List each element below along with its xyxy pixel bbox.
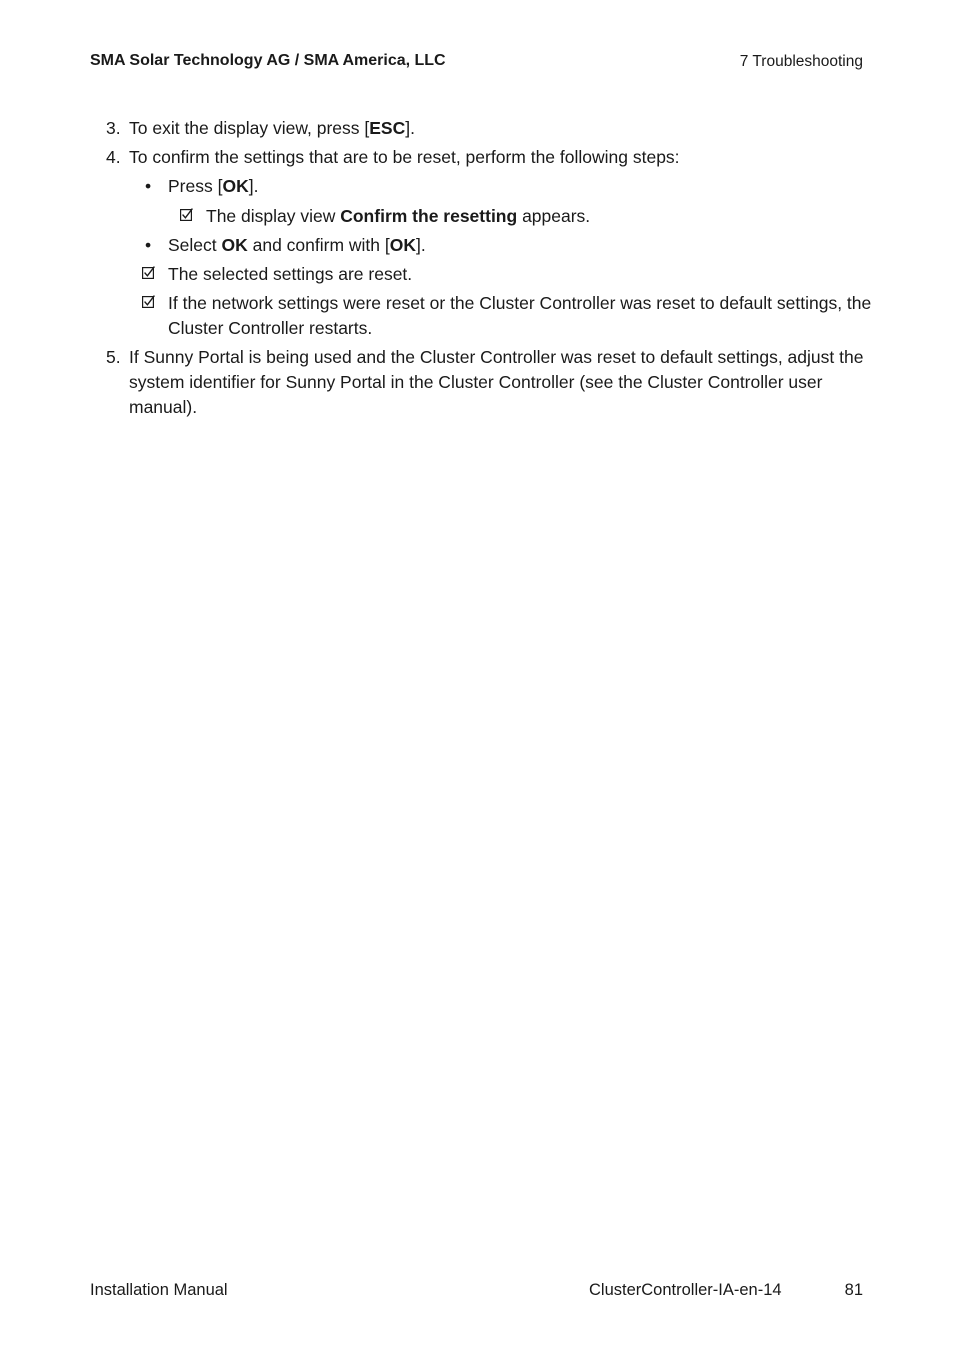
step-5-line-2: system identifier for Sunny Portal in the Cluster Controller (see the Cluster Controller user bbox=[129, 372, 823, 392]
chapter-title: 7 Troubleshooting bbox=[739, 53, 863, 70]
ok-key-label: OK bbox=[389, 235, 416, 255]
bullet-1-marker: • bbox=[145, 176, 152, 196]
step-5-number: 5. bbox=[106, 347, 121, 367]
step-4-number: 4. bbox=[106, 147, 121, 167]
bullet-2-marker: • bbox=[145, 235, 152, 255]
document-code: ClusterController-IA-en-14 bbox=[589, 1281, 782, 1299]
step-3-number: 3. bbox=[106, 118, 121, 138]
page-number: 81 bbox=[844, 1281, 863, 1299]
confirm-resetting-view-name: Confirm the resetting bbox=[340, 206, 518, 226]
step-5-line-3: manual). bbox=[129, 397, 198, 417]
page-header bbox=[90, 52, 863, 74]
checked-box-icon bbox=[180, 208, 193, 221]
checked-box-icon bbox=[142, 295, 155, 308]
manual-type: Installation Manual bbox=[90, 1281, 228, 1299]
checked-box-icon bbox=[142, 266, 155, 279]
page-footer bbox=[90, 1281, 863, 1303]
result-1-text: The display view Confirm the resetting appears. bbox=[206, 206, 591, 226]
step-5-line-1: If Sunny Portal is being used and the Cluster Controller was reset to default settings, adjust the bbox=[129, 347, 864, 367]
esc-key-label: ESC bbox=[369, 118, 406, 138]
ok-option-label: OK bbox=[221, 235, 248, 255]
ok-key-label: OK bbox=[222, 176, 249, 196]
result-2-text: The selected settings are reset. bbox=[168, 264, 413, 284]
company-name: SMA Solar Technology AG / SMA America, LLC bbox=[90, 52, 446, 69]
result-3-line-2: Cluster Controller restarts. bbox=[168, 318, 373, 338]
bullet-1-text: Press [OK]. bbox=[168, 176, 259, 196]
bullet-2-text: Select OK and confirm with [OK]. bbox=[168, 235, 426, 255]
step-3-text: To exit the display view, press [ESC]. bbox=[129, 118, 415, 138]
result-3-line-1: If the network settings were reset or the Cluster Controller was reset to default settings, the bbox=[168, 293, 872, 313]
step-4-text: To confirm the settings that are to be reset, perform the following steps: bbox=[129, 147, 680, 167]
